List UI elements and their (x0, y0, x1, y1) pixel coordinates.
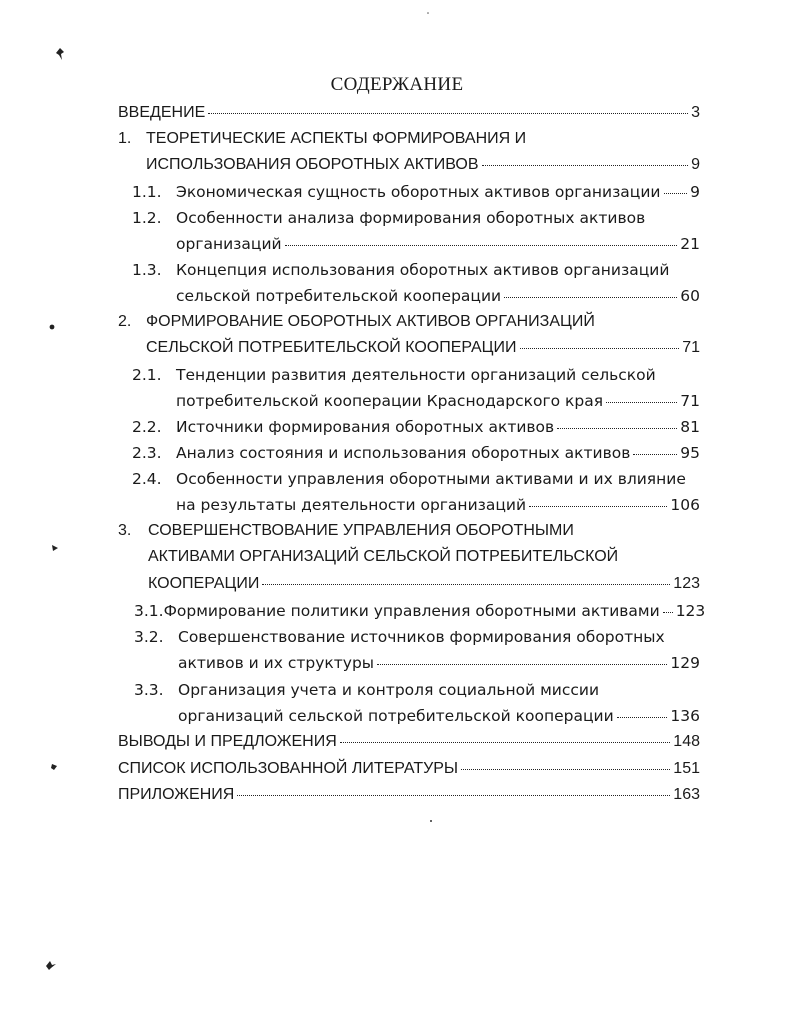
toc-chapter-2-cont[interactable] (146, 339, 700, 361)
toc-section-number: 3.1. (134, 602, 164, 620)
toc-page-number: 123 (673, 575, 700, 592)
toc-entry-text: на результаты деятельности организаций (176, 496, 527, 514)
toc-entry-text: СОВЕРШЕНСТВОВАНИЕ УПРАВЛЕНИЯ ОБОРОТНЫМИ (148, 522, 574, 539)
dot-leader (664, 192, 688, 194)
toc-entry-text: Анализ состояния и использования оборотных активов (176, 444, 631, 462)
toc-section-number: 2.1. (132, 366, 162, 384)
toc-section-number: 2.4. (132, 470, 162, 488)
toc-page-number: 9 (690, 183, 700, 201)
toc-section-1-2[interactable] (132, 209, 700, 231)
dot-leader (617, 716, 668, 718)
dot-leader (663, 611, 673, 613)
scan-speck-mark (50, 543, 60, 553)
scan-speck-mark (48, 322, 56, 332)
toc-section-2-2[interactable] (132, 418, 700, 440)
toc-entry-text: ФОРМИРОВАНИЕ ОБОРОТНЫХ АКТИВОВ ОРГАНИЗАЦИЙ (146, 313, 595, 330)
toc-page-number: 71 (682, 339, 700, 356)
toc-section-2-1[interactable] (132, 366, 700, 388)
toc-chapter-number: 2. (118, 313, 132, 330)
dot-leader (520, 347, 680, 349)
toc-entry-conclusions[interactable] (118, 733, 700, 755)
toc-entry-text: КООПЕРАЦИИ (148, 575, 260, 592)
toc-entry-text: Концепция использования оборотных активов организаций (176, 261, 670, 279)
toc-chapter-number: 1. (118, 130, 132, 147)
scan-speck-dot (425, 10, 431, 16)
toc-entry-text: СПИСОК ИСПОЛЬЗОВАННОЙ ЛИТЕРАТУРЫ (118, 760, 459, 777)
toc-entry-text: Особенности анализа формирования оборотных активов (176, 209, 646, 227)
dot-leader (482, 164, 689, 166)
toc-entry-intro[interactable] (118, 104, 700, 126)
toc-entry-text: организаций (176, 235, 282, 253)
toc-section-number: 3.2. (134, 628, 164, 646)
toc-page-number: 129 (670, 654, 700, 672)
dot-leader (208, 112, 688, 114)
toc-entry-text: ВЫВОДЫ И ПРЕДЛОЖЕНИЯ (118, 733, 337, 750)
dot-leader (633, 453, 677, 455)
toc-section-3-3-cont[interactable] (178, 707, 700, 729)
toc-entry-text: Экономическая сущность оборотных активов организации (176, 183, 661, 201)
toc-entry-text: ИСПОЛЬЗОВАНИЯ ОБОРОТНЫХ АКТИВОВ (146, 156, 479, 173)
dot-leader (529, 505, 667, 507)
toc-page-number: 95 (680, 444, 700, 462)
toc-section-1-3-cont[interactable] (176, 287, 700, 309)
toc-section-1-1[interactable] (132, 183, 700, 205)
toc-entry-text: Источники формирования оборотных активов (176, 418, 555, 436)
toc-page-number: 60 (680, 287, 700, 305)
toc-entry-text: Особенности управления оборотными активами и их влияние (176, 470, 686, 488)
dot-leader (285, 244, 678, 246)
scan-speck-mark (49, 762, 59, 772)
dot-leader (377, 663, 667, 665)
toc-page-number: 136 (670, 707, 700, 725)
toc-section-2-1-cont[interactable] (176, 392, 700, 414)
toc-entry-text: Организация учета и контроля социальной миссии (178, 681, 600, 699)
toc-entry-references[interactable] (118, 760, 700, 782)
toc-chapter-3[interactable] (118, 522, 700, 544)
toc-page-number: 3 (691, 104, 700, 121)
dot-leader (557, 427, 677, 429)
dot-leader (461, 768, 670, 770)
toc-section-number: 1.2. (132, 209, 162, 227)
toc-chapter-number: 3. (118, 522, 132, 539)
dot-leader (504, 296, 677, 298)
toc-section-2-4[interactable] (132, 470, 700, 492)
toc-section-number: 2.2. (132, 418, 162, 436)
toc-section-number: 1.1. (132, 183, 162, 201)
toc-section-number: 3.3. (134, 681, 164, 699)
dot-leader (262, 583, 670, 585)
dot-leader (340, 741, 671, 743)
toc-chapter-2[interactable] (118, 313, 700, 335)
toc-entry-text: СЕЛЬСКОЙ ПОТРЕБИТЕЛЬСКОЙ КООПЕРАЦИИ (146, 339, 517, 356)
toc-chapter-3-cont-2[interactable] (148, 575, 700, 597)
scan-speck-mark (54, 46, 68, 62)
toc-entry-text: сельской потребительской кооперации (176, 287, 502, 305)
toc-page-number: 123 (675, 602, 706, 620)
dot-leader (237, 794, 670, 796)
toc-page-number: 151 (673, 760, 700, 777)
toc-section-3-3[interactable] (134, 681, 700, 703)
toc-section-3-1[interactable] (134, 602, 706, 624)
toc-entry-text: ТЕОРЕТИЧЕСКИЕ АСПЕКТЫ ФОРМИРОВАНИЯ И (146, 130, 527, 147)
toc-section-1-3[interactable] (132, 261, 700, 283)
toc-section-3-2-cont[interactable] (178, 654, 700, 676)
scan-speck-mark (44, 958, 58, 972)
page-title: СОДЕРЖАНИЕ (330, 74, 464, 95)
toc-entry-text: АКТИВАМИ ОРГАНИЗАЦИЙ СЕЛЬСКОЙ ПОТРЕБИТЕЛЬСКОЙ (148, 548, 619, 565)
toc-entry-text: ВВЕДЕНИЕ (118, 104, 206, 121)
scan-speck-dot (428, 818, 434, 824)
toc-page-number: 9 (691, 156, 700, 173)
toc-page-number: 21 (680, 235, 700, 253)
toc-page-number: 81 (680, 418, 700, 436)
toc-entry-text: потребительской кооперации Краснодарского края (176, 392, 604, 410)
dot-leader (606, 401, 677, 403)
toc-page-number: 148 (673, 733, 700, 750)
toc-page-number: 71 (680, 392, 700, 410)
toc-chapter-1-cont[interactable] (146, 156, 700, 178)
toc-section-number: 2.3. (132, 444, 162, 462)
toc-page-number: 106 (670, 496, 700, 514)
toc-entry-appendices[interactable] (118, 786, 700, 808)
toc-section-2-4-cont[interactable] (176, 496, 700, 518)
toc-entry-text: организаций сельской потребительской кооперации (178, 707, 614, 725)
toc-section-3-2[interactable] (134, 628, 700, 650)
toc-section-2-3[interactable] (132, 444, 700, 466)
toc-page-number: 163 (673, 786, 700, 803)
toc-section-1-2-cont[interactable] (176, 235, 700, 257)
toc-section-number: 1.3. (132, 261, 162, 279)
toc-entry-text: Тенденции развития деятельности организаций сельской (176, 366, 656, 384)
toc-entry-text: Формирование политики управления оборотными активами (163, 602, 660, 620)
toc-entry-text: Совершенствование источников формирования оборотных (178, 628, 665, 646)
toc-chapter-1[interactable] (118, 130, 700, 152)
toc-entry-text: ПРИЛОЖЕНИЯ (118, 786, 235, 803)
toc-entry-text: активов и их структуры (178, 654, 375, 672)
toc-chapter-3-cont[interactable] (148, 548, 700, 570)
